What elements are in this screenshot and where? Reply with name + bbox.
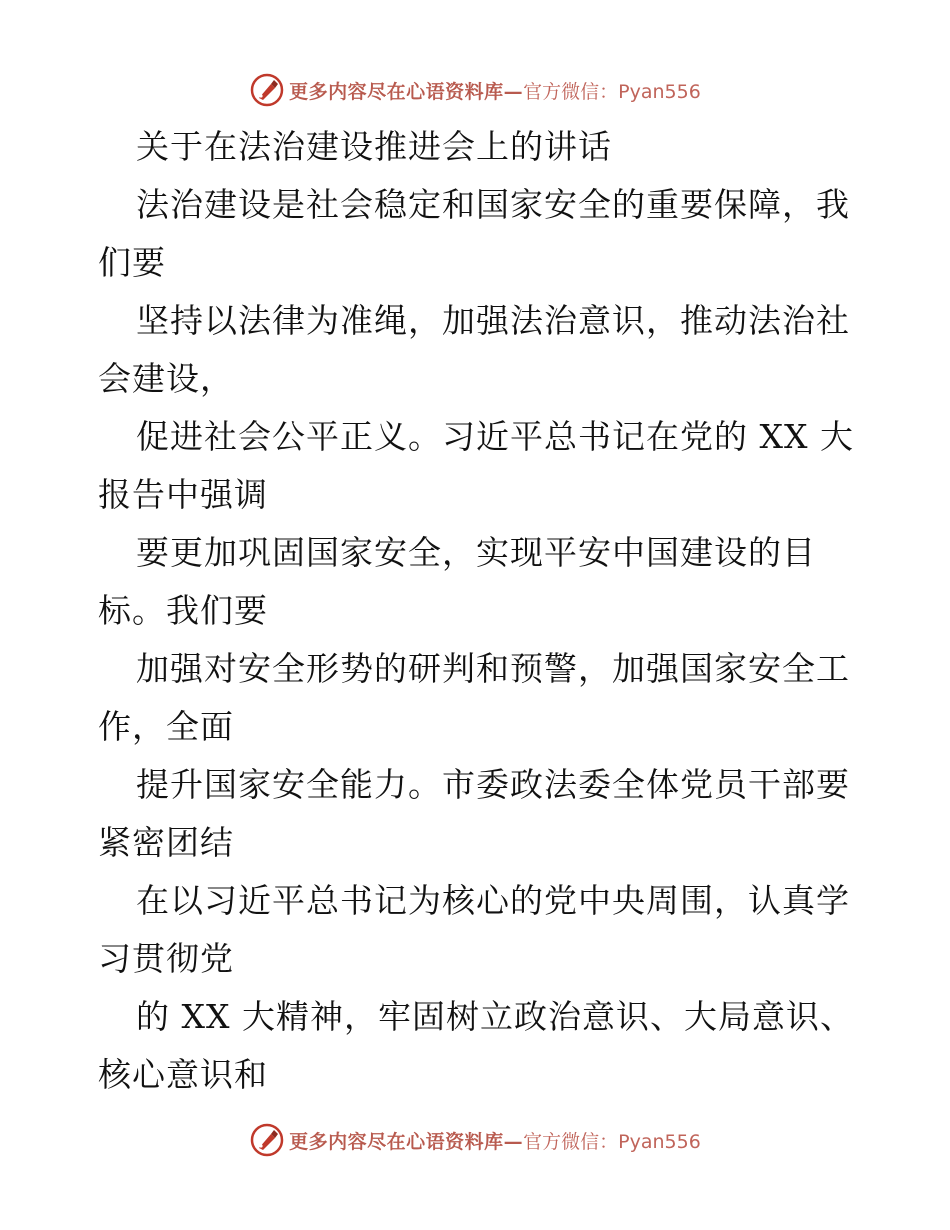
footer-banner bbox=[0, 1120, 950, 1160]
text-line: 加强对安全形势的研判和预警，加强国家安全工 bbox=[136, 649, 850, 688]
header-banner bbox=[0, 70, 950, 110]
text-line: 报告中强调 bbox=[98, 475, 268, 514]
banner-wechat: 官方微信：Pyan556 bbox=[523, 1130, 701, 1153]
text-line: 会建设， bbox=[98, 359, 234, 398]
text-line: 要更加巩固国家安全，实现平安中国建设的目 bbox=[136, 533, 816, 572]
text-line: 作，全面 bbox=[98, 707, 234, 746]
banner-text: 更多内容尽在心语资料库— bbox=[289, 1130, 524, 1153]
text-line: 习贯彻党 bbox=[98, 939, 234, 978]
text-line: 坚持以法律为准绳，加强法治意识，推动法治社 bbox=[136, 301, 850, 340]
text-line: 提升国家安全能力。市委政法委全体党员干部要 bbox=[136, 765, 850, 804]
text-line: 法治建设是社会稳定和国家安全的重要保障，我 bbox=[136, 185, 850, 224]
pen-logo-icon bbox=[249, 72, 285, 108]
text-line: 促进社会公平正义。习近平总书记在党的 XX 大 bbox=[136, 417, 854, 456]
text-line: 标。我们要 bbox=[98, 591, 268, 630]
banner-wechat: 官方微信：Pyan556 bbox=[523, 80, 701, 103]
document-title: 关于在法治建设推进会上的讲话 bbox=[136, 127, 612, 166]
text-line: 核心意识和 bbox=[98, 1055, 268, 1094]
document-body bbox=[98, 118, 868, 1104]
text-line: 们要 bbox=[98, 243, 166, 282]
banner-text: 更多内容尽在心语资料库— bbox=[289, 80, 524, 103]
text-line: 紧密团结 bbox=[98, 823, 234, 862]
pen-logo-icon bbox=[249, 1122, 285, 1158]
text-line: 的 XX 大精神，牢固树立政治意识、大局意识、 bbox=[136, 997, 854, 1036]
text-line: 在以习近平总书记为核心的党中央周围，认真学 bbox=[136, 881, 850, 920]
